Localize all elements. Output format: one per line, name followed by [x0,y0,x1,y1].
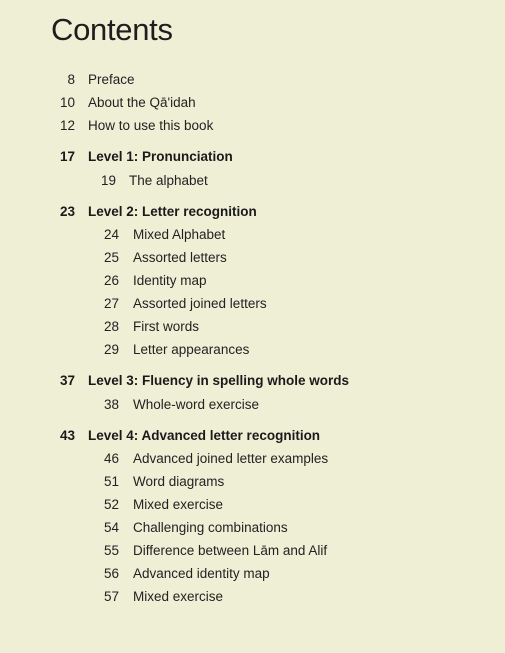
page-number: 56 [103,566,119,581]
page-number: 43 [59,428,75,443]
page-number: 24 [103,227,119,242]
entry-label: First words [133,319,200,334]
page-number: 26 [103,273,119,288]
entry-label: The alphabet [129,173,208,188]
page-number: 46 [103,451,119,466]
entry-label: Advanced identity map [133,566,270,581]
page-number: 10 [59,95,75,110]
page-number: 29 [103,342,119,357]
entry-label: Preface [88,72,135,87]
page-number: 51 [103,474,119,489]
entry-label: Challenging combinations [133,520,288,535]
entry-label: Mixed exercise [133,497,224,512]
page-number: 17 [59,149,75,164]
page-number: 27 [103,296,119,311]
entry-label: Assorted joined letters [133,296,267,311]
page-number: 12 [59,118,75,133]
entry-label: Advanced joined letter examples [133,451,329,466]
entry-label: About the Qā'idah [88,95,196,110]
entry-label: Mixed exercise [133,589,224,604]
page-number: 8 [67,72,75,87]
level-heading: Level 2: Letter recognition [88,204,257,219]
page-number: 23 [59,204,75,219]
page-number: 38 [103,397,119,412]
entry-label: How to use this book [88,118,214,133]
entry-label: Letter appearances [133,342,250,357]
page-number: 52 [103,497,119,512]
entry-label: Assorted letters [133,250,227,265]
page-number: 54 [103,520,119,535]
level-heading: Level 3: Fluency in spelling whole words [88,373,350,388]
entry-label: Word diagrams [133,474,225,489]
level-heading: Level 1: Pronunciation [88,149,233,164]
level-heading: Level 4: Advanced letter recognition [88,428,321,443]
page-title: Contents [51,12,173,47]
page-number: 55 [103,543,119,558]
page-number: 25 [103,250,119,265]
entry-label: Whole-word exercise [133,397,260,412]
entry-label: Mixed Alphabet [133,227,226,242]
page-number: 37 [59,373,75,388]
page-number: 19 [100,173,116,188]
entry-label: Identity map [133,273,207,288]
page-number: 28 [103,319,119,334]
page-number: 57 [103,589,119,604]
entry-label: Difference between Lām and Alif [133,543,328,558]
